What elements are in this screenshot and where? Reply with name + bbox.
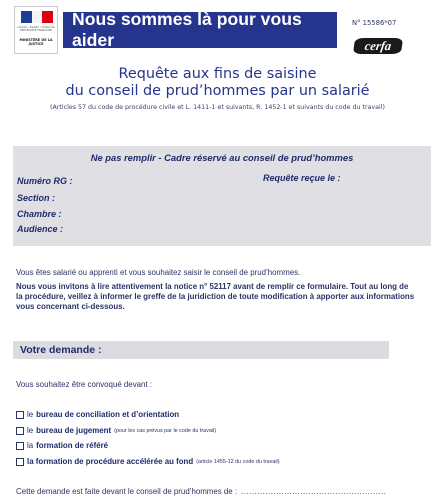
votre-demande-section xyxy=(13,341,389,359)
option-procedure-acceleree[interactable] xyxy=(16,457,280,466)
checkbox[interactable] xyxy=(16,442,24,450)
option-prefix: le xyxy=(27,426,34,435)
republique-francaise-logo xyxy=(14,6,58,54)
audience-label: Audience : xyxy=(17,224,64,234)
option-prefix: le xyxy=(27,410,34,419)
section-label: Section : xyxy=(17,193,56,203)
notice-paragraph: Nous vous invitons à lire attentivement la notice n° 52117 avant de remplir ce formulaire. Tout au long de la procédure, veillez à informer le greffe de la juridiction de toute modification à apporter aux informations vous concernant ci-dessous. xyxy=(16,282,415,311)
option-label: bureau de conciliation et d’orientation xyxy=(36,410,180,419)
option-note: (article 1455-12 du code du travail) xyxy=(196,458,280,465)
checkbox[interactable] xyxy=(16,427,24,435)
option-label: bureau de jugement xyxy=(36,426,112,435)
option-label: la formation de procédure accélérée au fond xyxy=(27,457,194,466)
option-note: (pour les cas prévus par le code du travail) xyxy=(114,427,217,434)
logo-ministry: MINISTÈRE DE LA JUSTICE xyxy=(19,38,53,47)
cerfa-number: N° 15586*07 xyxy=(352,19,397,27)
chambre-label: Chambre : xyxy=(17,209,62,219)
option-bureau-jugement[interactable] xyxy=(16,426,216,435)
option-bureau-conciliation[interactable] xyxy=(16,410,179,419)
logo-motto: Liberté • Égalité • Fraternité RÉPUBLIQUE FRANÇAISE xyxy=(17,26,55,33)
requete-recue-label: Requête reçue le : xyxy=(263,173,341,183)
checkbox[interactable] xyxy=(16,411,24,419)
help-banner: Nous sommes là pour vous aider xyxy=(63,12,337,48)
page-title-line1: Requête aux fins de saisine xyxy=(118,66,317,82)
section-heading: Votre demande : xyxy=(20,344,102,356)
reserved-heading: Ne pas remplir - Cadre réservé au conseil de prud’hommes xyxy=(90,152,354,163)
checkbox[interactable] xyxy=(16,458,24,466)
conseil-location-line xyxy=(16,487,386,496)
intro-paragraph: Vous êtes salarié ou apprenti et vous souhaitez saisir le conseil de prud’hommes. xyxy=(16,268,301,277)
page-title-line2: du conseil de prud’hommes par un salarié xyxy=(65,83,370,99)
option-label: formation de référé xyxy=(36,441,109,450)
french-flag-icon xyxy=(21,11,53,23)
conseil-location-field[interactable]: ...................................................... xyxy=(241,487,387,496)
legal-references: (Articles 57 du code de procédure civile et L. 1411-1 et suivants, R. 1452-1 et suivants du code du travail) xyxy=(50,104,385,111)
convocation-prompt: Vous souhaitez être convoqué devant : xyxy=(16,380,152,389)
option-formation-refere[interactable] xyxy=(16,441,108,450)
reserved-frame xyxy=(13,146,431,246)
cerfa-logo: cerfa xyxy=(353,38,403,54)
numero-rg-label: Numéro RG : xyxy=(17,176,73,186)
conseil-location-label: Cette demande est faite devant le conseil de prud’hommes de : xyxy=(16,487,238,496)
option-prefix: la xyxy=(27,441,34,450)
